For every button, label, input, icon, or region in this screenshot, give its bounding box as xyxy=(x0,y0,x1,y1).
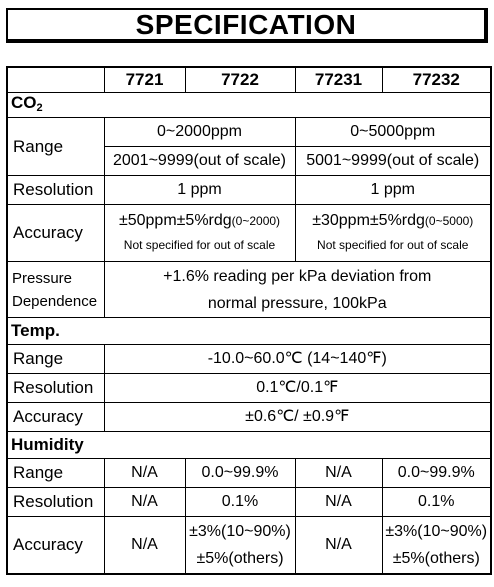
co2-accuracy-row xyxy=(7,205,491,262)
temp-resolution-value: 0.1℃/0.1℉ xyxy=(104,374,491,403)
co2-resolution-row xyxy=(7,176,491,205)
temp-accuracy-row xyxy=(7,403,491,432)
co2-range-out-of-scale: 5001~9999(out of scale) xyxy=(295,147,491,176)
co2-range-value: 0~2000ppm xyxy=(104,118,295,147)
spec-table xyxy=(6,66,492,575)
humidity-range-row xyxy=(7,459,491,488)
row-label-pressure-dependence: Pressure Dependence xyxy=(7,262,104,318)
humidity-range-value: 0.0~99.9% xyxy=(185,459,295,488)
row-label-range: Range xyxy=(7,345,104,374)
temp-resolution-row xyxy=(7,374,491,403)
humidity-accuracy-row xyxy=(7,517,491,575)
temp-range-value: -10.0~60.0℃ (14~140℉) xyxy=(104,345,491,374)
title-box xyxy=(6,8,488,43)
row-label-accuracy: Accuracy xyxy=(7,517,104,575)
co2-range-out-of-scale: 2001~9999(out of scale) xyxy=(104,147,295,176)
co2-resolution-value: 1 ppm xyxy=(104,176,295,205)
temp-accuracy-value: ±0.6℃/ ±0.9℉ xyxy=(104,403,491,432)
humidity-resolution-value: 0.1% xyxy=(185,488,295,517)
model-header-row xyxy=(7,67,491,93)
section-heading-co2: $CO_2$ xyxy=(7,93,491,118)
co2-range-value: 0~5000ppm xyxy=(295,118,491,147)
model-header: 7722 xyxy=(185,67,295,93)
humidity-accuracy-value: ±3%(10~90%) ±5%(others) xyxy=(185,517,295,575)
humidity-accuracy-value: ±3%(10~90%) ±5%(others) xyxy=(382,517,491,575)
model-header: 77232 xyxy=(382,67,491,93)
humidity-range-value: N/A xyxy=(295,459,382,488)
co2-accuracy-value: ±30ppm±5%rdg(0~5000) Not specified for out of scale xyxy=(295,205,491,262)
section-heading-temp: Temp. xyxy=(7,318,491,345)
page-title: SPECIFICATION xyxy=(135,9,357,40)
section-row-temp xyxy=(7,318,491,345)
humidity-accuracy-value: N/A xyxy=(295,517,382,575)
model-header: 77231 xyxy=(295,67,382,93)
row-label-accuracy: Accuracy xyxy=(7,403,104,432)
model-header: 7721 xyxy=(104,67,185,93)
row-label-accuracy: Accuracy xyxy=(7,205,104,262)
row-label-range: Range xyxy=(7,118,104,176)
row-label-resolution: Resolution xyxy=(7,176,104,205)
co2-range-row xyxy=(7,118,491,147)
section-row-humidity xyxy=(7,432,491,459)
row-label-resolution: Resolution xyxy=(7,488,104,517)
co2-pressure-value: +1.6% reading per kPa deviation from normal pressure, 100kPa xyxy=(104,262,491,318)
co2-resolution-value: 1 ppm xyxy=(295,176,491,205)
temp-range-row xyxy=(7,345,491,374)
humidity-range-value: N/A xyxy=(104,459,185,488)
humidity-resolution-value: 0.1% xyxy=(382,488,491,517)
humidity-resolution-row xyxy=(7,488,491,517)
co2-accuracy-value: ±50ppm±5%rdg(0~2000) Not specified for out of scale xyxy=(104,205,295,262)
humidity-resolution-value: N/A xyxy=(295,488,382,517)
section-row-co2 xyxy=(7,93,491,118)
row-label-resolution: Resolution xyxy=(7,374,104,403)
co2-pressure-row xyxy=(7,262,491,318)
row-label-range: Range xyxy=(7,459,104,488)
header-empty-cell xyxy=(7,67,104,93)
humidity-resolution-value: N/A xyxy=(104,488,185,517)
section-heading-humidity: Humidity xyxy=(7,432,491,459)
humidity-accuracy-value: N/A xyxy=(104,517,185,575)
humidity-range-value: 0.0~99.9% xyxy=(382,459,491,488)
